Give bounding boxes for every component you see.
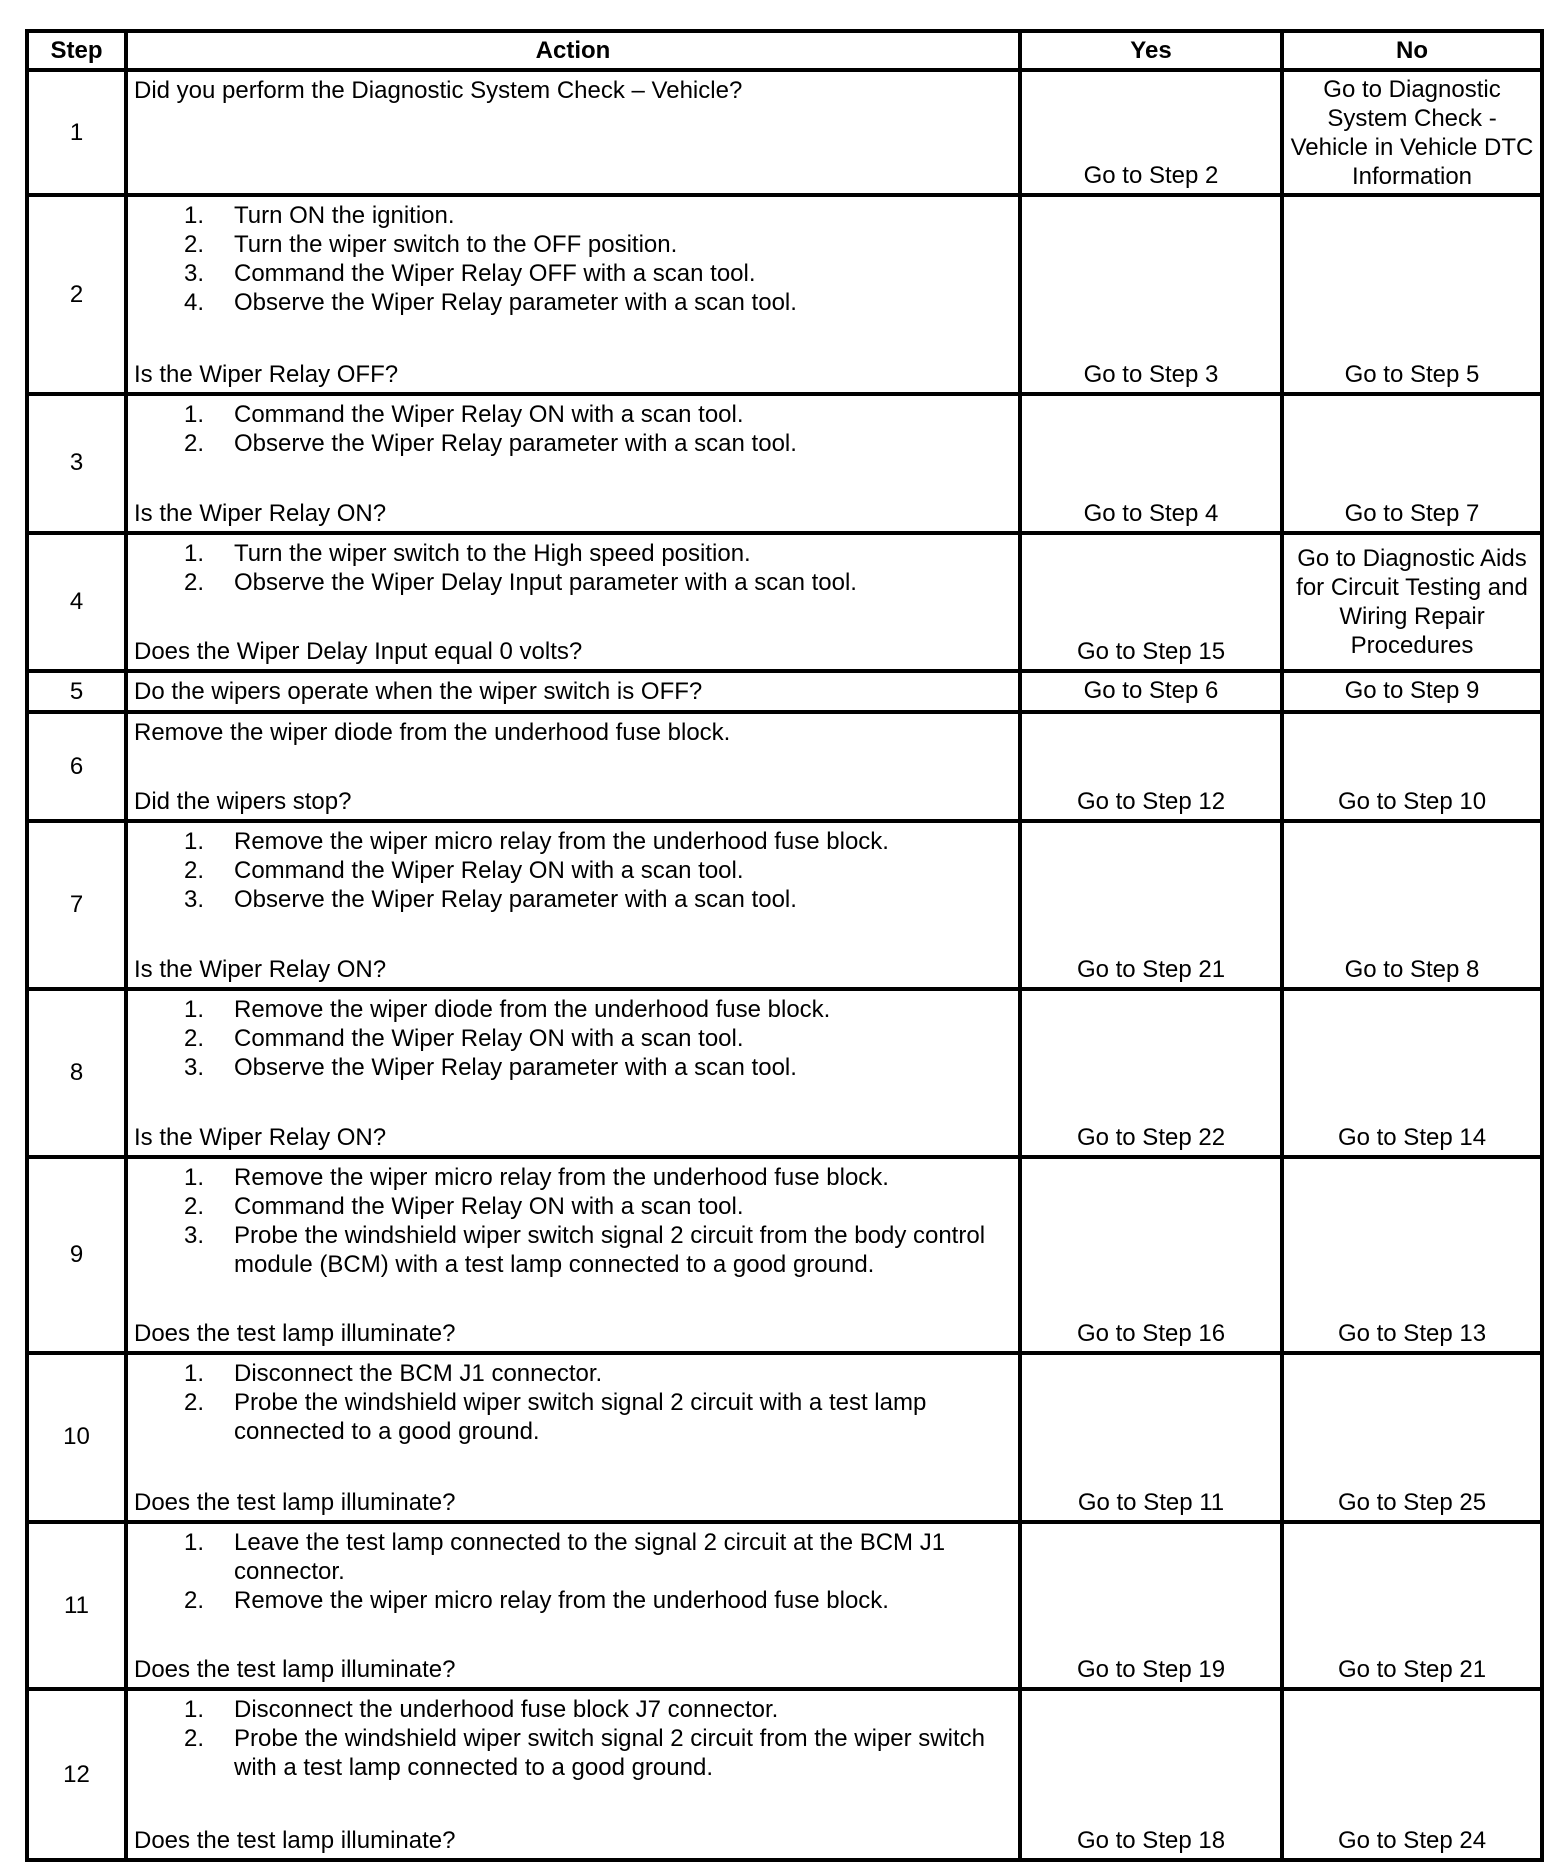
action-cell (126, 712, 1020, 821)
action-list (134, 1528, 1012, 1615)
list-item: 2. Turn the wiper switch to the OFF position. (184, 231, 678, 259)
step-number: 1 (27, 70, 126, 195)
list-item: 3. Observe the Wiper Relay parameter with a scan tool. (184, 886, 797, 914)
table-row (27, 394, 1542, 532)
list-item: 4. Observe the Wiper Relay parameter with a scan tool. (184, 289, 797, 317)
no-result: Go to Diagnostic System Check - Vehicle in Vehicle DTC Information (1282, 70, 1542, 195)
list-item: 2. Probe the windshield wiper switch signal 2 circuit from the wiper switch with a test lamp connected to a good ground. (184, 1725, 985, 1782)
no-result: Go to Step 5 (1282, 195, 1542, 394)
no-result: Go to Step 25 (1282, 1353, 1542, 1522)
action-list (134, 1695, 1012, 1782)
action-cell (126, 195, 1020, 394)
yes-result: Go to Step 22 (1020, 989, 1282, 1157)
header-no: No (1282, 31, 1542, 70)
table-row (27, 1689, 1542, 1860)
list-item: 1. Turn the wiper switch to the High speed position. (184, 539, 751, 567)
action-cell (126, 1522, 1020, 1690)
action-cell (126, 671, 1020, 712)
action-question: Does the test lamp illuminate? (134, 1320, 456, 1348)
list-item: 1. Disconnect the BCM J1 connector. (184, 1360, 603, 1388)
step-number: 8 (27, 989, 126, 1157)
list-item: 2. Observe the Wiper Relay parameter with a scan tool. (184, 430, 797, 458)
action-cell (126, 1353, 1020, 1522)
step-number: 10 (27, 1353, 126, 1522)
action-question: Is the Wiper Relay OFF? (134, 361, 399, 389)
list-item: 1. Remove the wiper diode from the underhood fuse block. (184, 996, 831, 1023)
table-row (27, 821, 1542, 989)
step-number: 2 (27, 195, 126, 394)
list-item: 3. Observe the Wiper Relay parameter with a scan tool. (184, 1054, 797, 1081)
action-question: Is the Wiper Relay ON? (134, 956, 387, 983)
header-yes: Yes (1020, 31, 1282, 70)
list-item: 1. Disconnect the underhood fuse block J7 connector. (184, 1696, 779, 1724)
step-number: 6 (27, 712, 126, 821)
table-row (27, 1522, 1542, 1690)
table-row (27, 1157, 1542, 1354)
step-number: 7 (27, 821, 126, 989)
no-result: Go to Step 8 (1282, 821, 1542, 989)
table-row (27, 70, 1542, 195)
list-item: 2. Command the Wiper Relay ON with a scan tool. (184, 1192, 744, 1220)
action-intro: Do the wipers operate when the wiper switch is OFF? (134, 678, 703, 706)
action-cell (126, 70, 1020, 195)
no-result: Go to Step 14 (1282, 989, 1542, 1157)
yes-result: Go to Step 21 (1020, 821, 1282, 989)
action-list (134, 201, 1012, 317)
list-item: 1. Leave the test lamp connected to the signal 2 circuit at the BCM J1 connector. (184, 1528, 946, 1585)
no-result: Go to Step 9 (1282, 671, 1542, 712)
action-list (134, 539, 1012, 597)
list-item: 1. Command the Wiper Relay ON with a scan tool. (184, 401, 744, 429)
table-row (27, 1353, 1542, 1522)
step-number: 3 (27, 394, 126, 532)
table-row (27, 533, 1542, 671)
no-result: Go to Step 10 (1282, 712, 1542, 821)
step-number: 5 (27, 671, 126, 712)
action-cell (126, 1157, 1020, 1354)
action-cell (126, 989, 1020, 1157)
table-row (27, 989, 1542, 1157)
action-list (134, 1359, 1012, 1446)
action-question: Does the test lamp illuminate? (134, 1827, 456, 1854)
action-intro: Did you perform the Diagnostic System Check – Vehicle? (134, 77, 743, 104)
step-number: 12 (27, 1689, 126, 1860)
action-intro: Remove the wiper diode from the underhood fuse block. (134, 719, 731, 747)
no-result: Go to Step 7 (1282, 394, 1542, 532)
action-cell (126, 533, 1020, 671)
list-item: 1. Remove the wiper micro relay from the underhood fuse block. (184, 1163, 889, 1191)
header-row (27, 31, 1542, 70)
yes-result: Go to Step 19 (1020, 1522, 1282, 1690)
yes-result: Go to Step 4 (1020, 394, 1282, 532)
list-item: 1. Remove the wiper micro relay from the underhood fuse block. (184, 828, 889, 856)
yes-result: Go to Step 6 (1020, 671, 1282, 712)
no-result: Go to Step 13 (1282, 1157, 1542, 1354)
header-step: Step (27, 31, 126, 70)
list-item: 2. Command the Wiper Relay ON with a scan tool. (184, 1025, 744, 1052)
list-item: 2. Command the Wiper Relay ON with a scan tool. (184, 857, 744, 885)
table-row (27, 671, 1542, 712)
diagnostic-table (25, 29, 1544, 1862)
action-cell (126, 1689, 1020, 1860)
step-number: 4 (27, 533, 126, 671)
yes-result: Go to Step 18 (1020, 1689, 1282, 1860)
yes-result: Go to Step 12 (1020, 712, 1282, 821)
list-item: 2. Observe the Wiper Delay Input parameter with a scan tool. (184, 568, 857, 596)
action-question: Is the Wiper Relay ON? (134, 499, 387, 527)
action-question: Does the test lamp illuminate? (134, 1488, 456, 1516)
table-row (27, 712, 1542, 821)
action-question: Did the wipers stop? (134, 788, 352, 816)
action-cell (126, 821, 1020, 989)
action-question: Does the test lamp illuminate? (134, 1656, 456, 1684)
action-list (134, 400, 1012, 458)
yes-result: Go to Step 15 (1020, 533, 1282, 671)
action-question: Is the Wiper Relay ON? (134, 1123, 387, 1151)
step-number: 9 (27, 1157, 126, 1354)
no-result: Go to Step 21 (1282, 1522, 1542, 1690)
yes-result: Go to Step 11 (1020, 1353, 1282, 1522)
table-row (27, 195, 1542, 394)
action-cell (126, 394, 1020, 532)
list-item: 1. Turn ON the ignition. (184, 202, 455, 230)
list-item: 2. Probe the windshield wiper switch signal 2 circuit with a test lamp connected to a good ground. (184, 1389, 927, 1446)
header-action: Action (126, 31, 1020, 70)
list-item: 2. Remove the wiper micro relay from the underhood fuse block. (184, 1586, 889, 1614)
action-list (134, 827, 1012, 914)
action-list (134, 995, 1012, 1082)
list-item: 3. Probe the windshield wiper switch signal 2 circuit from the body control module (BCM) with a test lamp connected to a good ground. (184, 1221, 986, 1278)
action-question: Does the Wiper Delay Input equal 0 volts? (134, 637, 583, 665)
step-number: 11 (27, 1522, 126, 1690)
yes-result: Go to Step 16 (1020, 1157, 1282, 1354)
yes-result: Go to Step 2 (1020, 70, 1282, 195)
yes-result: Go to Step 3 (1020, 195, 1282, 394)
no-result: Go to Diagnostic Aids for Circuit Testing and Wiring Repair Procedures (1282, 533, 1542, 671)
list-item: 3. Command the Wiper Relay OFF with a scan tool. (184, 260, 756, 288)
action-list (134, 1163, 1012, 1279)
no-result: Go to Step 24 (1282, 1689, 1542, 1860)
